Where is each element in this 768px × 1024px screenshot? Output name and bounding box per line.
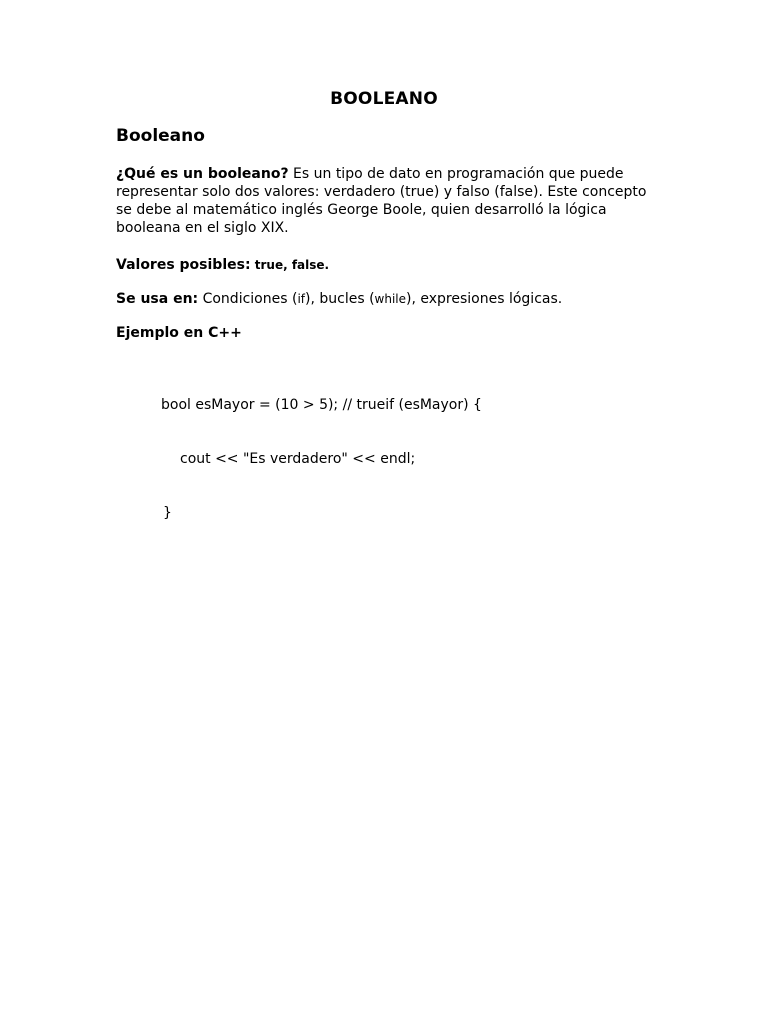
uses-text-1: Condiciones ( (198, 291, 298, 307)
uses-text-3: ), expresiones lógicas. (406, 291, 563, 307)
uses-keyword-while: while (374, 292, 407, 306)
code-line-2: cout << "Es verdadero" << endl; (180, 451, 416, 467)
uses-text-2: ), bucles ( (305, 291, 375, 307)
document-title: BOOLEANO (330, 89, 438, 109)
section-heading: Booleano (116, 126, 205, 146)
intro-paragraph (116, 165, 656, 237)
code-example (161, 360, 482, 558)
example-heading: Ejemplo en C++ (116, 325, 242, 341)
uses-label: Se usa en: (116, 291, 199, 307)
uses-keyword-if: if (297, 292, 305, 306)
intro-text: Es un tipo de dato en programación que puede representar solo dos valores: verdadero (true) y falso (false). Este concepto se debe al matemático inglés George Boole, quien desarrolló la lógica booleana en el siglo XIX. (116, 166, 647, 236)
values-paragraph (116, 256, 656, 274)
code-line-3: } (163, 505, 172, 521)
intro-question: ¿Qué es un booleano? (116, 166, 289, 182)
code-line-1: bool esMayor = (10 > 5); // trueif (esMayor) { (161, 397, 482, 413)
uses-paragraph (116, 290, 656, 308)
values-text: true, false. (250, 258, 330, 272)
values-label: Valores posibles: (116, 257, 251, 273)
